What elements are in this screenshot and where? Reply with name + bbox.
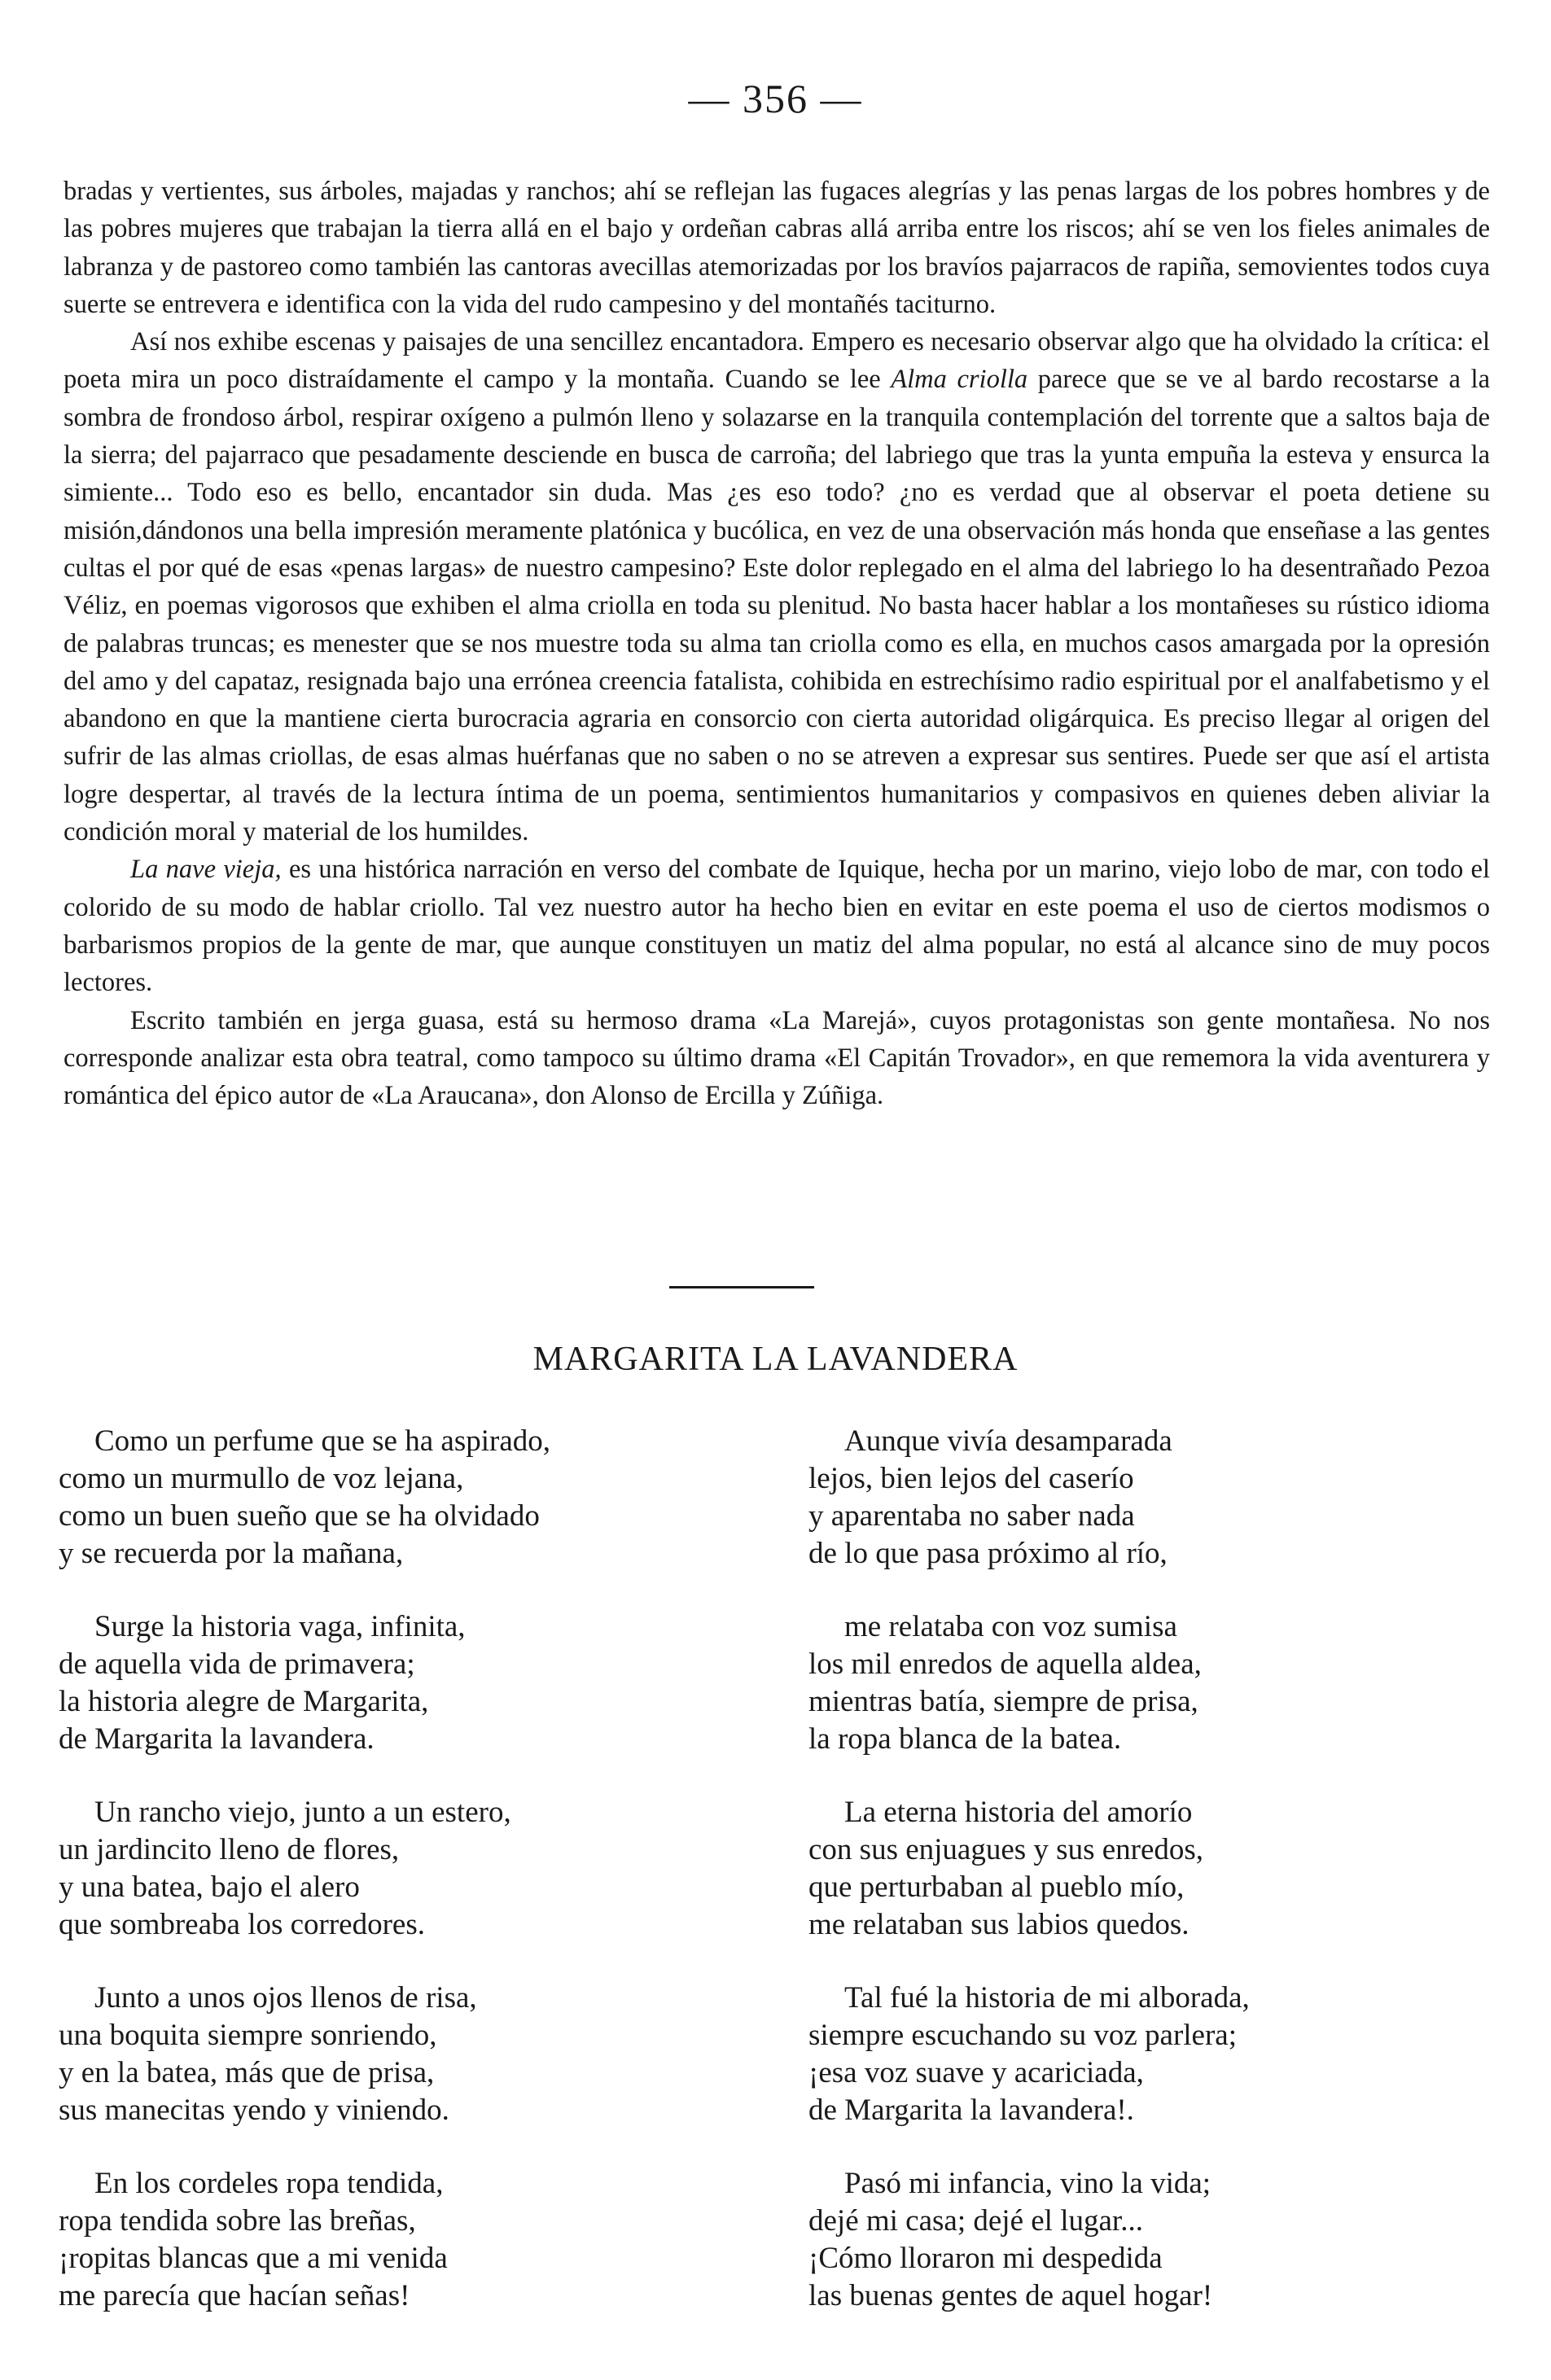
title-la-nave-vieja: La nave vieja, <box>130 855 282 885</box>
paragraph-3-rest: es una histórica narración en verso del combate de Iquique, hecha por un marino, viejo lobo de mar, con todo el colorido de su modo de hablar criollo. Tal vez nuestro autor ha hecho bien en evitar en este poema el uso de ciertos modismos o barbarismos propios de la gente de mar, que aunque constituyen un matiz del alma popular, no está al alcance sino de muy pocos lectores. <box>64 855 1490 998</box>
paragraph-2 <box>64 323 1490 851</box>
prose-body <box>64 173 1490 1114</box>
verse-line: me relataba con voz sumisa <box>844 1610 1177 1643</box>
verse-line: me relataban sus labios quedos. <box>808 1908 1190 1941</box>
verse-line: que sombreaba los corredores. <box>59 1908 425 1941</box>
verse-line: Aunque vivía desamparada <box>844 1424 1172 1458</box>
verse-line: y aparentaba no saber nada <box>808 1499 1135 1533</box>
title-alma-criolla: Alma criolla <box>891 365 1028 395</box>
verse-line: sus manecitas yendo y viniendo. <box>59 2093 449 2127</box>
section-divider <box>669 1286 814 1288</box>
verse-line: La eterna historia del amorío <box>844 1796 1193 1829</box>
verse-line: Tal fué la historia de mi alborada, <box>844 1981 1250 2015</box>
verse-line: ropa tendida sobre las breñas, <box>59 2204 416 2238</box>
verse-line: Un rancho viejo, junto a un estero, <box>94 1796 511 1829</box>
verse-line: ¡ropitas blancas que a mi venida <box>59 2242 448 2275</box>
verse-line: las buenas gentes de aquel hogar! <box>808 2279 1213 2312</box>
verse-line: Junto a unos ojos llenos de risa, <box>94 1981 477 2015</box>
verse-line: con sus enjuagues y sus enredos, <box>808 1833 1204 1866</box>
verse-line: un jardincito lleno de flores, <box>59 1833 400 1866</box>
verse-line: y una batea, bajo el alero <box>59 1870 360 1904</box>
verse-line: En los cordeles ropa tendida, <box>94 2167 444 2200</box>
stanza <box>59 1423 726 1573</box>
verse-line: una boquita siempre sonriendo, <box>59 2019 437 2052</box>
verse-line: la ropa blanca de la batea. <box>808 1722 1122 1756</box>
stanza <box>808 1423 1460 1573</box>
stanza <box>59 2165 726 2315</box>
verse-line: siempre escuchando su voz parlera; <box>808 2019 1238 2052</box>
verse-line: ¡esa voz suave y acariciada, <box>808 2056 1144 2089</box>
poem-column-right <box>808 1423 1460 2351</box>
stanza <box>59 1980 726 2129</box>
poem-column-left <box>59 1423 726 2351</box>
paragraph-4: Escrito también en jerga guasa, está su hermoso drama «La Marejá», cuyos protagonistas son gente montañesa. No nos corresponde analizar esta obra teatral, como tampoco su último drama «El Capitán Trovador», en que rememora la vida aventurera y romántica del épico autor de «La Araucana», don Alonso de Ercilla y Zúñiga. <box>64 1005 1490 1111</box>
verse-line: Surge la historia vaga, infinita, <box>94 1610 466 1643</box>
stanza <box>808 1608 1460 1758</box>
verse-line: dejé mi casa; dejé el lugar... <box>808 2204 1143 2238</box>
verse-line: mientras batía, siempre de prisa, <box>808 1685 1198 1718</box>
verse-line: de lo que pasa próximo al río, <box>808 1537 1168 1570</box>
paragraph-1: bradas y vertientes, sus árboles, majadas y ranchos; ahí se reflejan las fugaces alegrías y las penas largas de los pobres hombres y de las pobres mujeres que trabajan la tierra allá en el bajo y ordeñan cabras allá arriba entre los riscos; ahí se ven los fieles animales de labranza y de pastoreo como también las cantoras avecillas atemorizadas por los bravíos pajarracos de rapiña, semovientes todos cuya suerte se entrevera e identifica con la vida del rudo campesino y del montañés taciturno. <box>64 177 1490 319</box>
verse-line: la historia alegre de Margarita, <box>59 1685 429 1718</box>
verse-line: de aquella vida de primavera; <box>59 1647 415 1681</box>
verse-line: Como un perfume que se ha aspirado, <box>94 1424 550 1458</box>
stanza <box>808 1794 1460 1944</box>
verse-line: como un buen sueño que se ha olvidado <box>59 1499 540 1533</box>
stanza <box>59 1794 726 1944</box>
paragraph-2-text: Así nos exhibe escenas y paisajes de una sencillez encantadora. Empero es necesario observar algo que ha olvidado la crítica: el poeta mira un poco distraídamente el campo y la montaña. Cuando se lee <box>64 327 1490 395</box>
page-number: — 356 — <box>688 76 863 121</box>
verse-line: Pasó mi infancia, vino la vida; <box>844 2167 1211 2200</box>
verse-line: me parecía que hacían señas! <box>59 2279 410 2312</box>
verse-line: ¡Cómo lloraron mi despedida <box>808 2242 1163 2275</box>
verse-line: de Margarita la lavandera!. <box>808 2093 1134 2127</box>
verse-line: de Margarita la lavandera. <box>59 1722 375 1756</box>
stanza <box>808 1980 1460 2129</box>
stanza <box>59 1608 726 1758</box>
verse-line: que perturbaban al pueblo mío, <box>808 1870 1185 1904</box>
verse-line: los mil enredos de aquella aldea, <box>808 1647 1202 1681</box>
verse-line: y se recuerda por la mañana, <box>59 1537 404 1570</box>
paragraph-2-rest: parece que se ve al bardo recostarse a la sombra de frondoso árbol, respirar oxígeno a pulmón lleno y solazarse en la tranquila contemplación del torrente que a saltos baja de la sierra; del pajarraco que pesadamente desciende en busca de carroña; del labriego que tras la yunta empuña la esteva y ensurca la simiente... Todo eso es bello, encantador sin duda. Mas ¿es eso todo? ¿no es verdad que al observar el poeta detiene su misión,dándonos una bella impresión meramente platónica y bucólica, en vez de una observación más honda que enseñase a las gentes cultas el por qué de esas «penas largas» de nuestro campesino? Este dolor replegado en el alma del labriego lo ha desentrañado Pezoa Véliz, en poemas vigorosos que exhiben el alma criolla en toda su plenitud. No basta hacer hablar a los montañeses su rústico idioma de palabras truncas; es menester que se nos muestre toda su alma tan criolla como es ella, en muchos casos amargada por la opresión del amo y del capataz, resignada bajo una errónea creencia fatalista, cohibida en estrechísimo radio espiritual por el analfabetismo y el abandono en que la mantiene cierta burocracia agraria en consorcio con cierta autoridad oligárquica. Es preciso llegar al origen del sufrir de las almas criollas, de esas almas huérfanas que no saben o no se atreven a expresar sus sentires. Puede ser que así el artista logre despertar, al través de la lectura íntima de un poema, sentimientos humanitarios y compasivos en quienes deben aliviar la condición moral y material de los humildes. <box>64 365 1491 847</box>
verse-line: y en la batea, más que de prisa, <box>59 2056 435 2089</box>
verse-line: como un murmullo de voz lejana, <box>59 1462 464 1495</box>
stanza <box>808 2165 1460 2315</box>
paragraph-3 <box>64 851 1490 1001</box>
poem-title: MARGARITA LA LAVANDERA <box>532 1341 1019 1378</box>
verse-line: lejos, bien lejos del caserío <box>808 1462 1134 1495</box>
